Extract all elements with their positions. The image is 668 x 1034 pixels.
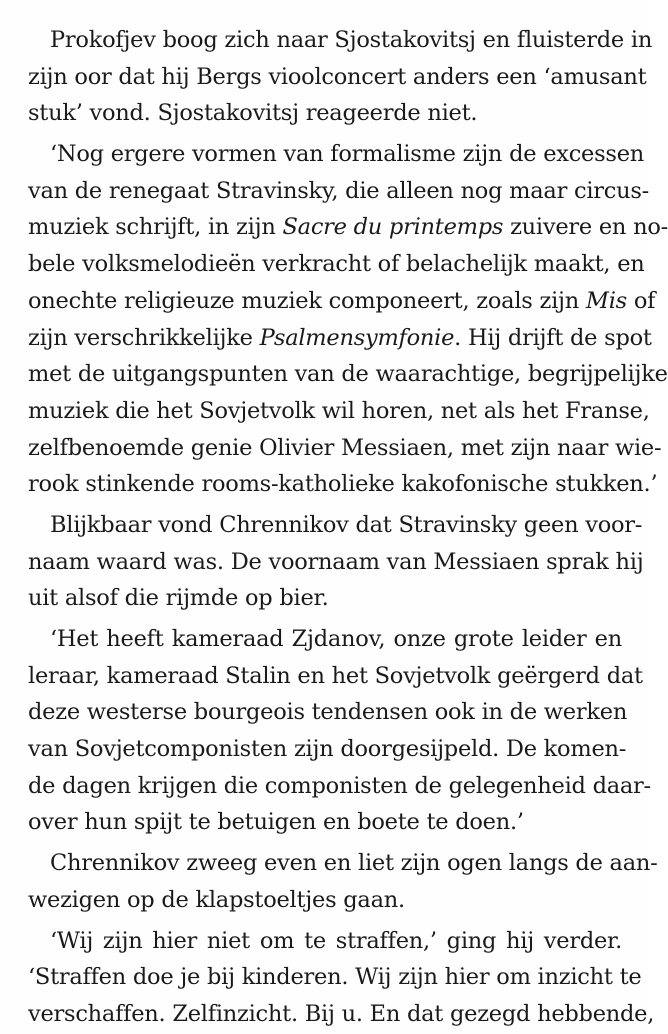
text-line [28, 356, 668, 393]
paragraph [28, 22, 653, 132]
text-segment: ‘Wij zijn hier niet om te straffen,’ ging hij verder. [50, 927, 622, 954]
text-line [28, 544, 644, 581]
text-segment: bele volksmelodieën verkracht of belachelijk maakt, en [28, 251, 645, 278]
text-segment: ‘Het heeft kameraad Zjdanov, onze grote leider en [50, 626, 622, 652]
text-line [28, 580, 622, 617]
text-segment: . Hij drijft de spot [454, 324, 652, 351]
italic-title: Psalmensymfonie [259, 324, 455, 351]
text-segment: zelfbenoemde genie Olivier Messiaen, met zijn naar wie- [28, 434, 662, 461]
text-segment: Chrennikov zweeg even en liet zijn ogen langs de aan- [50, 850, 658, 877]
text-line [28, 882, 622, 919]
text-segment: rook stinkende rooms-katholieke kakofonische stukken.’ [28, 471, 658, 498]
text-segment: zuivere en no- [503, 214, 668, 241]
body-text [28, 22, 668, 1033]
text-segment: leraar, kameraad Stalin en het Sovjetvolk geërgerd dat [28, 662, 643, 689]
text-segment: stuk’ vond. Sjostakovitsj reageerde niet. [28, 100, 478, 127]
text-segment: zijn oor dat hij Bergs vioolconcert anders een ‘amusant [28, 63, 647, 90]
text-segment: zijn verschrikkelijke [28, 324, 260, 351]
text-line [28, 283, 656, 320]
paragraph [28, 507, 644, 617]
text-line [28, 320, 652, 357]
text-segment: Prokofjev boog zich naar Sjostakovitsj en fluisterde in [50, 27, 653, 53]
text-line [28, 923, 622, 960]
text-line [28, 731, 627, 768]
text-line [28, 246, 645, 283]
text-segment: over hun spijt te betuigen en boete te doen.’ [28, 809, 524, 836]
text-line [28, 22, 653, 59]
text-line [28, 466, 658, 503]
text-line [28, 430, 662, 467]
text-line [28, 393, 650, 430]
text-segment: of [626, 287, 656, 314]
text-line [28, 136, 645, 173]
text-line [28, 804, 622, 841]
text-segment: deze westerse bourgeois tendensen ook in de werken [28, 699, 628, 726]
text-segment: onechte religieuze muziek componeert, zoals zijn [28, 287, 586, 314]
text-line [28, 95, 622, 132]
text-segment: de dagen krijgen die componisten de gelegenheid daar- [28, 772, 651, 799]
text-segment: muziek die het Sovjetvolk wil horen, net als het Franse, [28, 397, 650, 424]
text-segment: verschaffen. Zelfinzicht. Bij u. En dat gezegd hebbende, [28, 1000, 655, 1027]
italic-title: Mis [585, 287, 627, 314]
text-line [28, 996, 655, 1033]
text-line [28, 59, 647, 96]
text-segment: ‘Nog ergere vormen van formalisme zijn de excessen [50, 141, 645, 168]
text-line [28, 845, 658, 882]
paragraph [28, 136, 668, 503]
text-segment: uit alsof die rijmde op bier. [28, 585, 329, 612]
text-line [28, 768, 651, 805]
text-line [28, 173, 650, 210]
text-segment: ‘Straffen doe je bij kinderen. Wij zijn hier om inzicht te [28, 964, 642, 991]
italic-title: Sacre du printemps [282, 214, 504, 241]
text-line [28, 621, 622, 658]
text-line [28, 507, 643, 544]
text-line [28, 694, 628, 731]
paragraph [28, 923, 655, 1033]
text-segment: Blijkbaar vond Chrennikov dat Stravinsky geen voor- [50, 511, 643, 538]
text-segment: van de renegaat Stravinsky, die alleen nog maar circus- [28, 177, 650, 204]
text-segment: naam waard was. De voornaam van Messiaen sprak hij [28, 548, 644, 575]
text-line [28, 209, 668, 246]
text-line [28, 959, 642, 996]
text-segment: wezigen op de klapstoeltjes gaan. [28, 886, 405, 913]
paragraph [28, 621, 651, 841]
text-segment: muziek schrijft, in zijn [28, 214, 283, 241]
text-segment: van Sovjetcomponisten zijn doorgesijpeld. De komen- [28, 736, 627, 763]
text-segment: met de uitgangspunten van de waarachtige, begrijpelijke [28, 361, 668, 388]
text-line [28, 658, 643, 695]
paragraph [28, 845, 658, 918]
